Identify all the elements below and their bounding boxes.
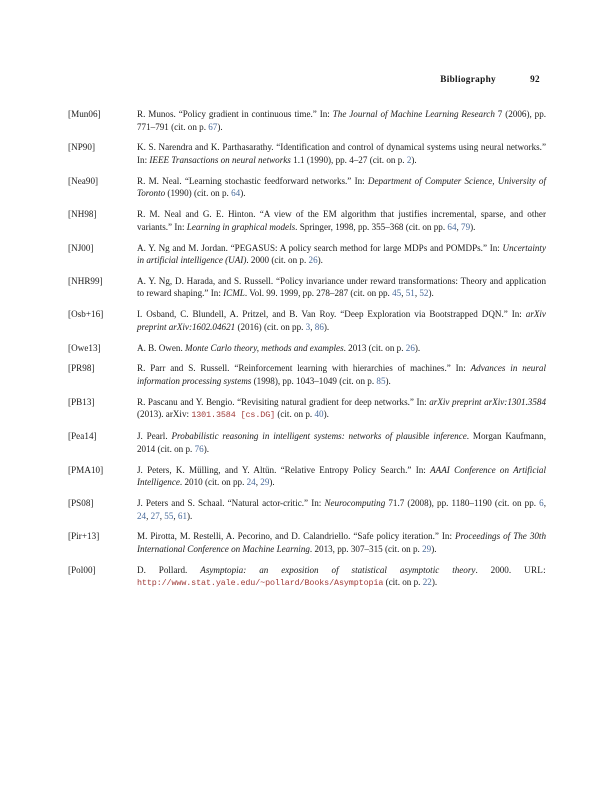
entry-title: “Learning stochastic feedforward networks.”: [184, 175, 352, 186]
entry-citation-prefix: (cit. on p.: [384, 543, 423, 554]
entry-authors: A. B. Owen.: [137, 342, 183, 353]
entry-title: “Relative Entropy Policy Search.”: [280, 464, 412, 475]
entry-in-label: In:: [319, 109, 330, 119]
bibliography-entry-text: [137, 342, 546, 355]
entry-in-label: In:: [511, 309, 522, 320]
entry-in-label: In:: [416, 396, 427, 407]
entry-authors: J. Pearl.: [137, 431, 168, 442]
entry-in-label: In:: [415, 464, 426, 475]
bibliography-entry-key: [Nea90]: [68, 175, 99, 186]
entry-in-label: In:: [137, 154, 148, 165]
entry-citation-suffix: ).: [323, 321, 330, 332]
entry-title: “Natural actor-critic.”: [227, 497, 309, 508]
entry-citation-prefix: (cit. on p.: [339, 376, 377, 386]
entry-citation-page-link[interactable]: 27: [150, 510, 160, 521]
entry-citation-page-link[interactable]: 55: [164, 510, 174, 521]
entry-citation-page-link[interactable]: 79: [461, 221, 471, 232]
bibliography-entry-key: [Mun06]: [68, 109, 101, 119]
page-number: 92: [530, 74, 540, 84]
entry-in-label: In:: [354, 175, 365, 186]
bibliography-entry-key: [PB13]: [68, 396, 95, 407]
entry-venue-details: (1998), pp. 1043–1049: [253, 376, 337, 386]
entry-venue: Advances in neural information processing systems: [137, 363, 546, 386]
entry-venue: Asymptopia: an exposition of statistical asymptotic theory: [200, 564, 476, 575]
entry-venue-details: . 2000.: [475, 564, 512, 575]
bibliography-entry: [68, 208, 546, 233]
entry-citation-page-link[interactable]: 61: [177, 510, 188, 521]
bibliography-entry-text: [137, 242, 546, 267]
entry-venue-details: 71.7 (2008), pp. 1180–1190: [388, 497, 492, 508]
entry-citation-page-link[interactable]: 64: [231, 188, 241, 199]
entry-citation-prefix: (cit. on p.: [193, 188, 232, 199]
bibliography-entry-key: [Pol00]: [68, 564, 96, 575]
entry-in-label: In:: [174, 221, 185, 232]
entry-citation-suffix: ).: [203, 443, 210, 454]
entry-citation-page-link[interactable]: 26: [405, 342, 415, 353]
entry-in-label: In:: [441, 531, 453, 542]
entry-title: “Reinforcement learning with hierarchies of machines.”: [234, 363, 451, 374]
bibliography-entry: [68, 396, 546, 422]
entry-citation-page-link[interactable]: 40: [314, 409, 324, 420]
bibliography-entry-text: [137, 430, 546, 455]
bibliography-entry-text: [137, 362, 546, 387]
bibliography-entry-text: [137, 141, 546, 166]
bibliography-entry-text: I. Osband, C. Blundell, A. Pritzel, and B. Van Roy. “Deep Exploration via Bootstrapped DQN.” In: arXiv preprint arXiv:1602.04621 (2016) (cit. on pp. 3, 86).: [137, 309, 546, 332]
entry-authors: R. Pascanu and Y. Bengio.: [137, 396, 235, 407]
entry-venue-details: . Vol. 99. 1999, pp. 278–287: [244, 288, 349, 299]
entry-citation-page-link[interactable]: 29: [260, 477, 270, 488]
bibliography-entry: [68, 564, 546, 590]
entry-citation-page-link[interactable]: 64: [447, 221, 457, 232]
entry-title: “Revisiting natural gradient for deep networks.”: [237, 396, 414, 407]
entry-citation-suffix: ).: [385, 376, 391, 386]
entry-citation-suffix: ).: [411, 154, 417, 165]
entry-venue-details: . Morgan Kaufmann, 2014: [137, 431, 546, 454]
entry-citation-suffix: ).: [269, 477, 275, 488]
entry-venue: arXiv preprint arXiv:1301.3584: [429, 396, 546, 407]
entry-citation-page-link[interactable]: 51: [405, 288, 415, 299]
entry-citation-suffix: ).: [323, 409, 329, 420]
entry-venue: AAAI Conference on Artificial Intelligence: [137, 464, 546, 488]
bibliography-entry-text: A. Y. Ng, D. Harada, and S. Russell. “Policy invariance under reward transformations: Theory and application to reward shaping.” In: ICML. Vol. 99. 1999, pp. 278–287 (cit. on pp. 45, 51, 52).: [137, 275, 546, 299]
entry-venue-details: . 2010: [179, 477, 203, 488]
bibliography-entry-key: [Pir+13]: [68, 531, 100, 542]
entry-citation-prefix: (cit. on pp.: [263, 321, 306, 332]
entry-citation-suffix: ).: [317, 255, 323, 266]
entry-venue-details: 1.1 (1990), pp. 4–27: [293, 154, 368, 165]
entry-in-label: In:: [489, 242, 500, 253]
entry-citation-prefix: (cit. on p.: [368, 342, 406, 353]
entry-authors: M. Pirotta, M. Restelli, A. Pecorino, and D. Calandriello.: [137, 531, 351, 542]
entry-authors: K. S. Narendra and K. Parthasarathy.: [137, 142, 274, 153]
entry-title: “A view of the EM algorithm that justifies incremental, sparse, and other variants.”: [137, 209, 546, 232]
bibliography-entry-key: [Owe13]: [68, 342, 101, 353]
entry-title: “Policy invariance under reward transformations: Theory and application to reward shaping.”: [137, 275, 546, 299]
entry-citation-suffix: ).: [431, 543, 437, 554]
entry-venue-details: . 2013, pp. 307–315: [309, 543, 383, 554]
entry-citation-suffix: ).: [470, 221, 476, 232]
entry-venue: Monte Carlo theory, methods and examples: [185, 342, 344, 353]
bibliography-entry-key: [NP90]: [68, 142, 96, 153]
entry-citation-page-link[interactable]: 24: [137, 510, 147, 521]
entry-venue: Proceedings of The 30th International Conference on Machine Learning: [137, 531, 546, 554]
entry-citation-prefix: (cit. on pp.: [204, 477, 247, 488]
entry-title: “Identification and control of dynamical systems using neural networks.”: [276, 142, 546, 153]
entry-citation-page-link[interactable]: 85: [376, 376, 386, 386]
entry-citation-page-link[interactable]: 24: [246, 477, 256, 488]
bibliography-entry-key: [NH98]: [68, 209, 97, 220]
bibliography-entry-key: [PMA10]: [68, 464, 104, 475]
entry-venue-details: . 2000: [246, 255, 270, 266]
entry-venue: Neurocomputing: [324, 497, 386, 508]
bibliography-entry: [68, 497, 546, 522]
entry-citation-page-link[interactable]: 86: [314, 321, 324, 332]
running-header: [72, 74, 540, 84]
entry-authors: R. Munos.: [137, 109, 176, 119]
entry-authors: J. Peters and S. Schaal.: [137, 497, 225, 508]
bibliography-entry: [68, 175, 546, 200]
entry-citation-page-link[interactable]: 67: [208, 121, 218, 132]
entry-venue: The Journal of Machine Learning Research: [332, 109, 495, 119]
entry-citation-page-link[interactable]: 29: [422, 543, 432, 554]
bibliography-entry-text: [137, 530, 546, 555]
entry-authors: J. Peters, K. Mülling, and Y. Altün.: [137, 464, 277, 475]
entry-citation-prefix: (cit. on p.: [271, 255, 309, 266]
header-title: Bibliography: [440, 74, 496, 84]
entry-venue: ICML: [223, 288, 245, 299]
bibliography-list: [68, 108, 546, 598]
entry-authors: R. M. Neal.: [137, 175, 182, 186]
entry-citation-suffix: ).: [428, 288, 434, 299]
entry-citation-suffix: ).: [187, 510, 193, 521]
entry-venue-details: . 2013: [343, 342, 367, 353]
bibliography-entry-text: [137, 396, 546, 422]
entry-authors: I. Osband, C. Blundell, A. Pritzel, and B. Van Roy.: [137, 309, 337, 320]
entry-venue-details: (1990): [167, 188, 192, 199]
entry-citation-prefix: (cit. on p.: [277, 409, 315, 420]
entry-citation-page-link[interactable]: 22: [422, 577, 432, 588]
entry-citation-page-link[interactable]: 76: [194, 443, 204, 454]
entry-citation-prefix: (cit. on pp.: [350, 288, 393, 299]
entry-citation-page-link[interactable]: 2: [406, 154, 412, 165]
bibliography-entry-text: [137, 175, 546, 200]
bibliography-entry: [68, 530, 546, 555]
entry-citation-prefix: (cit. on p.: [171, 121, 209, 132]
entry-citation-suffix: ).: [240, 188, 246, 199]
bibliography-entry: [68, 430, 546, 455]
bibliography-entry-text: J. Peters, K. Mülling, and Y. Altün. “Relative Entropy Policy Search.” In: AAAI Conference on Artificial Intelligence. 2010 (cit. on pp. 24, 29).: [137, 464, 546, 488]
entry-venue: IEEE Transactions on neural networks: [149, 154, 291, 165]
bibliography-entry: [68, 108, 546, 133]
bibliography-entry-text: J. Peters and S. Schaal. “Natural actor-critic.” In: Neurocomputing 71.7 (2008), pp. 1180–1190 (cit. on pp. 6, 24, 27, 55, 61).: [137, 497, 546, 521]
bibliography-entry-key: [Pea14]: [68, 431, 97, 442]
entry-citation-prefix: (cit. on p.: [157, 443, 195, 454]
bibliography-entry-key: [NJ00]: [68, 242, 94, 253]
entry-citation-page-link[interactable]: 6: [539, 497, 544, 508]
entry-citation-prefix: (cit. on p.: [385, 577, 423, 588]
entry-venue-details: . Springer, 1998, pp. 355–368: [295, 221, 404, 232]
bibliography-entry-key: [Osb+16]: [68, 309, 104, 320]
entry-url-link[interactable]: http://www.stat.yale.edu/~pollard/Books/Asymptopia: [137, 578, 384, 589]
entry-citation-suffix: ).: [217, 121, 223, 132]
entry-in-label: In:: [210, 288, 221, 299]
entry-venue: Probabilistic reasoning in intelligent systems: networks of plausible inference: [171, 431, 467, 442]
entry-title: “Deep Exploration via Bootstrapped DQN.”: [340, 309, 508, 320]
entry-venue-details: 7 (2006), pp. 771–791: [137, 109, 547, 132]
bibliography-entry-text: R. M. Neal and G. E. Hinton. “A view of the EM algorithm that justifies incremental, sparse, and other variants.” In: Learning in graphical models. Springer, 1998, pp. 355–368 (cit. on pp. 64, 79).: [137, 209, 546, 232]
bibliography-entry: [68, 308, 546, 333]
entry-citation-page-link[interactable]: 52: [419, 288, 429, 299]
entry-venue: Department of Computer Science, University of Toronto: [137, 175, 546, 199]
entry-citation-suffix: ).: [431, 577, 438, 588]
entry-venue: arXiv preprint arXiv:1602.04621: [137, 309, 546, 332]
bibliography-entry-text: [137, 564, 546, 590]
entry-arxiv-link[interactable]: 1301.3584 [cs.DG]: [191, 410, 276, 421]
entry-citation-prefix: (cit. on p.: [369, 154, 407, 165]
entry-in-label: In:: [311, 497, 322, 508]
entry-url-label: URL:: [524, 564, 546, 575]
entry-authors: D. Pollard.: [137, 564, 188, 575]
entry-citation-page-link[interactable]: 45: [392, 288, 402, 299]
bibliography-entry: [68, 342, 546, 355]
entry-title: “PEGASUS: A policy search method for large MDPs and POMDPs.”: [230, 242, 487, 253]
entry-authors: R. Parr and S. Russell.: [137, 363, 230, 374]
bibliography-entry-text: [137, 108, 546, 133]
entry-citation-suffix: ).: [414, 342, 421, 353]
entry-citation-prefix: (cit. on pp.: [405, 221, 448, 232]
bibliography-entry: [68, 362, 546, 387]
entry-citation-page-link[interactable]: 26: [308, 255, 318, 266]
entry-authors: R. M. Neal and G. E. Hinton.: [137, 209, 256, 220]
bibliography-entry: [68, 242, 546, 267]
bibliography-entry-key: [PR98]: [68, 363, 95, 374]
bibliography-entry: [68, 464, 546, 489]
entry-citation-page-link[interactable]: 3: [305, 321, 311, 332]
bibliography-entry: [68, 141, 546, 166]
entry-authors: A. Y. Ng, D. Harada, and S. Russell.: [137, 275, 274, 286]
entry-venue-details: (2016): [237, 321, 262, 332]
bibliography-entry: [68, 275, 546, 300]
entry-authors: A. Y. Ng and M. Jordan.: [137, 242, 228, 253]
entry-venue-details: (2013). arXiv:: [137, 409, 190, 420]
bibliography-entry-key: [NHR99]: [68, 275, 103, 286]
bibliography-entry-key: [PS08]: [68, 497, 94, 508]
entry-title: “Safe policy iteration.”: [353, 531, 439, 542]
entry-venue: Learning in graphical models: [186, 221, 296, 232]
entry-citation-prefix: (cit. on pp.: [494, 497, 540, 508]
entry-in-label: In:: [455, 363, 466, 374]
entry-venue: Uncertainty in artificial intelligence (UAI): [137, 242, 546, 266]
entry-title: “Policy gradient in continuous time.”: [178, 109, 317, 119]
